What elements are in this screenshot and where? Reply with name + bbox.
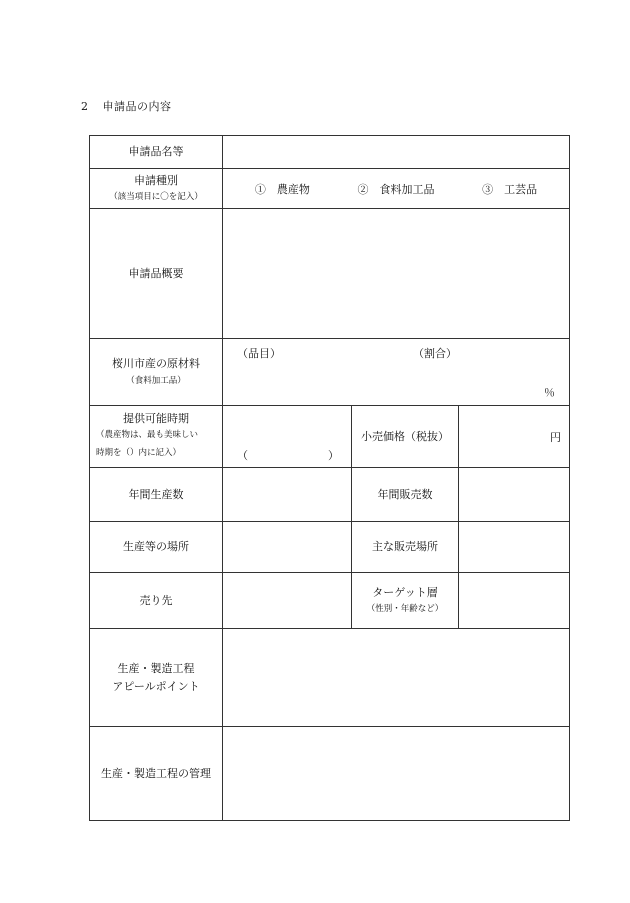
target-label: ターゲット層	[372, 585, 438, 599]
raw-material-label: 桜川市産の原材料	[112, 357, 200, 371]
annual-sales-label: 年間販売数	[352, 468, 459, 522]
category-options-cell	[223, 169, 570, 209]
section-number: 2	[81, 100, 89, 113]
raw-material-percent-unit: ％	[544, 386, 556, 399]
product-name-field[interactable]	[223, 136, 570, 169]
target-note: （性別・年齢など）	[366, 604, 444, 615]
period-note-1: （農産物は、最も美味しい	[96, 430, 199, 441]
period-label: 提供可能時期	[123, 411, 189, 425]
appeal-field[interactable]	[223, 629, 570, 727]
section-heading	[81, 98, 172, 114]
period-field[interactable]	[223, 406, 352, 468]
annual-production-field[interactable]	[223, 468, 352, 522]
row-places	[90, 522, 570, 573]
row-management	[90, 727, 570, 821]
period-note-2: 時期を（）内に記入）	[96, 448, 182, 459]
row-buyer-target	[90, 573, 570, 629]
product-name-label: 申請品名等	[90, 136, 223, 169]
raw-material-item-label: （品目）	[237, 347, 281, 360]
raw-material-ratio-label: （割合）	[413, 347, 457, 360]
buyer-label: 売り先	[90, 573, 223, 629]
section-title: 申請品の内容	[102, 100, 172, 113]
row-overview	[90, 209, 570, 339]
raw-material-field[interactable]	[223, 339, 570, 406]
target-field[interactable]	[459, 573, 570, 629]
category-option-agricultural[interactable]: ① 農産物	[254, 182, 310, 196]
row-category	[90, 169, 570, 209]
application-form-table	[89, 135, 570, 821]
annual-sales-field[interactable]	[459, 468, 570, 522]
appeal-label-cell	[90, 629, 223, 727]
overview-field[interactable]	[223, 209, 570, 339]
appeal-label-line1: 生産・製造工程	[117, 661, 195, 675]
raw-material-note: （食料加工品）	[126, 375, 186, 386]
annual-production-label: 年間生産数	[90, 468, 223, 522]
category-option-crafts[interactable]: ③ 工芸品	[482, 182, 538, 196]
row-raw-material	[90, 339, 570, 406]
row-period-price	[90, 406, 570, 468]
raw-material-label-cell	[90, 339, 223, 406]
row-appeal	[90, 629, 570, 727]
main-sales-place-field[interactable]	[459, 522, 570, 573]
management-field[interactable]	[223, 727, 570, 821]
category-option-processed-food[interactable]: ② 食料加工品	[357, 182, 435, 196]
period-paren-open: （	[237, 448, 248, 462]
category-label-cell	[90, 169, 223, 209]
appeal-label-line2: アピールポイント	[112, 679, 200, 693]
production-place-field[interactable]	[223, 522, 352, 573]
main-sales-place-label: 主な販売場所	[352, 522, 459, 573]
retail-price-unit: 円	[550, 430, 562, 444]
row-annual	[90, 468, 570, 522]
period-paren-close: ）	[328, 448, 339, 462]
production-place-label: 生産等の場所	[90, 522, 223, 573]
category-label: 申請種別	[134, 173, 178, 187]
row-product-name	[90, 136, 570, 169]
category-note: （該当項目に〇を記入）	[109, 192, 203, 203]
overview-label: 申請品概要	[90, 209, 223, 339]
retail-price-label: 小売価格（税抜）	[352, 406, 459, 468]
period-label-cell	[90, 406, 223, 468]
target-label-cell	[352, 573, 459, 629]
retail-price-field[interactable]	[459, 406, 570, 468]
buyer-field[interactable]	[223, 573, 352, 629]
management-label: 生産・製造工程の管理	[90, 727, 223, 821]
